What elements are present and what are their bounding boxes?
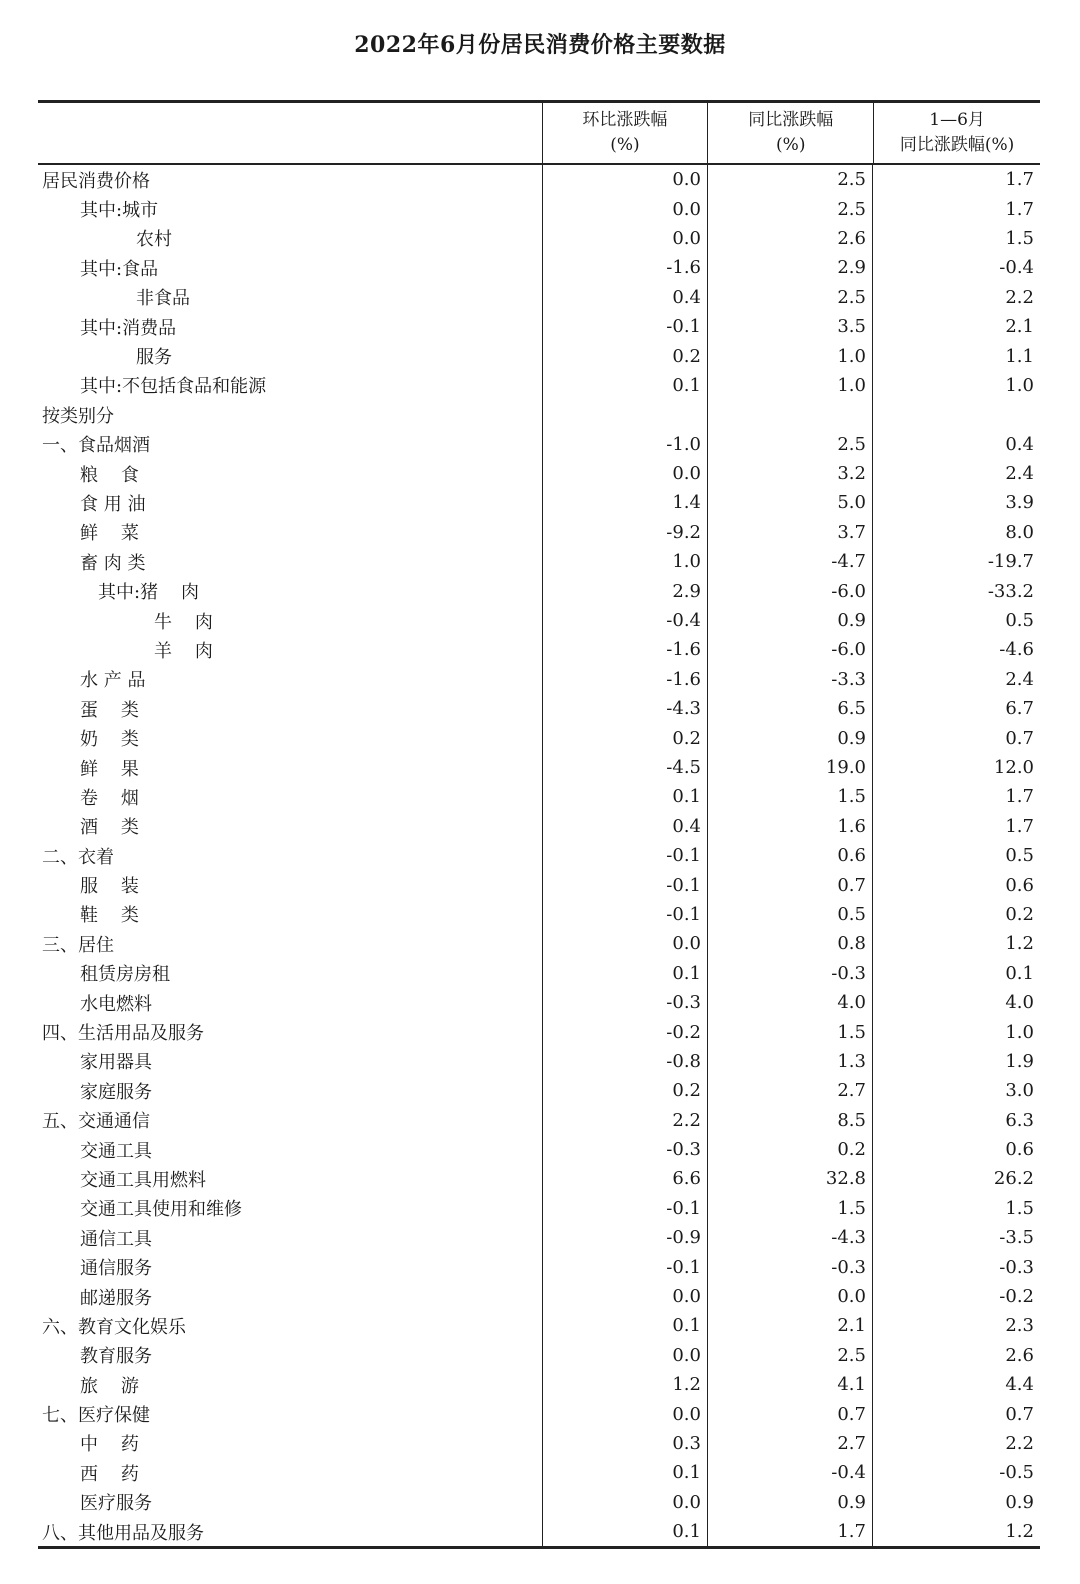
table-body — [38, 165, 1040, 1546]
row-ytd-value: -0.2 — [872, 1282, 1038, 1311]
row-yoy-value: -0.3 — [707, 959, 872, 988]
row-yoy-value: -4.3 — [707, 1223, 872, 1252]
row-yoy-value: 0.6 — [707, 841, 872, 870]
row-yoy-value: 1.0 — [707, 341, 872, 370]
row-label: 家用器具 — [80, 1052, 152, 1074]
row-yoy-value: 0.2 — [707, 1135, 872, 1164]
row-mom-value: -0.9 — [542, 1223, 707, 1252]
row-ytd-value: 1.1 — [872, 341, 1038, 370]
row-mom-value: 0.0 — [542, 165, 707, 194]
table-row — [38, 665, 1040, 694]
row-label: 交通工具 — [80, 1140, 152, 1162]
row-label: 牛 肉 — [154, 611, 213, 633]
row-label: 家庭服务 — [80, 1081, 152, 1103]
row-label: 通信工具 — [80, 1228, 152, 1250]
table-row — [38, 959, 1040, 988]
row-label: 旅 游 — [80, 1375, 139, 1397]
row-label: 蛋 类 — [80, 699, 139, 721]
row-label: 通信服务 — [80, 1258, 152, 1280]
row-yoy-value: 3.5 — [707, 312, 872, 341]
table-row — [38, 1076, 1040, 1105]
table-row — [38, 1106, 1040, 1135]
table-row — [38, 547, 1040, 576]
row-label: 交通工具用燃料 — [80, 1169, 206, 1191]
table-row — [38, 1341, 1040, 1370]
row-label: 服 装 — [80, 876, 139, 898]
row-label: 其中:消费品 — [80, 317, 177, 339]
table-row — [38, 1047, 1040, 1076]
row-label: 居民消费价格 — [42, 170, 150, 192]
table-row — [38, 782, 1040, 811]
row-mom-value: 0.1 — [542, 1311, 707, 1340]
table-row — [38, 900, 1040, 929]
row-yoy-value: 0.8 — [707, 929, 872, 958]
table-row — [38, 165, 1040, 194]
row-yoy-value: -6.0 — [707, 635, 872, 664]
row-yoy-value: 0.0 — [707, 1282, 872, 1311]
row-yoy-value: 1.6 — [707, 812, 872, 841]
row-yoy-value: 32.8 — [707, 1164, 872, 1193]
row-label: 其中:城市 — [80, 200, 159, 222]
row-yoy-value: 8.5 — [707, 1106, 872, 1135]
row-label: 卷 烟 — [80, 787, 139, 809]
row-mom-value: 0.0 — [542, 459, 707, 488]
table-row — [38, 341, 1040, 370]
row-ytd-value — [872, 400, 1038, 429]
table-row — [38, 1399, 1040, 1428]
row-ytd-value: 6.7 — [872, 694, 1038, 723]
row-label: 教育服务 — [80, 1346, 152, 1368]
table-row — [38, 224, 1040, 253]
row-yoy-value: 3.2 — [707, 459, 872, 488]
row-label: 鲜 果 — [80, 758, 139, 780]
table-row — [38, 1370, 1040, 1399]
row-label: 水电燃料 — [80, 993, 152, 1015]
row-mom-value: -1.6 — [542, 635, 707, 664]
row-label: 按类别分 — [42, 405, 114, 427]
row-yoy-value: -3.3 — [707, 665, 872, 694]
row-mom-value: 0.0 — [542, 224, 707, 253]
row-ytd-value: 0.6 — [872, 1135, 1038, 1164]
row-yoy-value: 6.5 — [707, 694, 872, 723]
row-mom-value — [542, 400, 707, 429]
row-mom-value: 0.0 — [542, 194, 707, 223]
row-ytd-value: 26.2 — [872, 1164, 1038, 1193]
row-label: 酒 类 — [80, 817, 139, 839]
row-mom-value: 0.2 — [542, 341, 707, 370]
row-yoy-value: -6.0 — [707, 576, 872, 605]
row-label: 四、生活用品及服务 — [42, 1023, 204, 1045]
row-yoy-value: 2.1 — [707, 1311, 872, 1340]
row-ytd-value: 3.9 — [872, 488, 1038, 517]
row-yoy-value: 3.7 — [707, 518, 872, 547]
row-ytd-value: 4.4 — [872, 1370, 1038, 1399]
table-row — [38, 1282, 1040, 1311]
row-yoy-value: 0.9 — [707, 1488, 872, 1517]
row-label: 奶 类 — [80, 729, 139, 751]
table-row — [38, 312, 1040, 341]
row-ytd-value: 0.5 — [872, 841, 1038, 870]
header-mom-unit: (%) — [610, 135, 640, 155]
header-yoy — [707, 103, 873, 163]
row-label: 粮 食 — [80, 464, 139, 486]
row-ytd-value: -0.3 — [872, 1252, 1038, 1281]
row-ytd-value: 0.2 — [872, 900, 1038, 929]
row-yoy-value: 0.9 — [707, 723, 872, 752]
row-yoy-value: 5.0 — [707, 488, 872, 517]
table-row — [38, 1458, 1040, 1487]
table-row — [38, 988, 1040, 1017]
row-ytd-value: 1.5 — [872, 224, 1038, 253]
table-row — [38, 635, 1040, 664]
row-label: 鞋 类 — [80, 905, 139, 927]
row-yoy-value: 1.7 — [707, 1517, 872, 1546]
table-row — [38, 283, 1040, 312]
row-mom-value: -0.3 — [542, 1135, 707, 1164]
row-ytd-value: 1.0 — [872, 371, 1038, 400]
row-ytd-value: -4.6 — [872, 635, 1038, 664]
row-ytd-value: 1.5 — [872, 1194, 1038, 1223]
row-mom-value: 0.0 — [542, 1488, 707, 1517]
row-ytd-value: 2.1 — [872, 312, 1038, 341]
header-ytd-label: 同比涨跌幅(%) — [899, 135, 1015, 155]
table-row — [38, 1429, 1040, 1458]
row-mom-value: 6.6 — [542, 1164, 707, 1193]
row-label: 其中:不包括食品和能源 — [80, 376, 267, 398]
table-row — [38, 430, 1040, 459]
row-label: 农村 — [136, 229, 172, 251]
row-mom-value: 0.0 — [542, 1341, 707, 1370]
header-category — [38, 103, 542, 163]
row-mom-value: -0.3 — [542, 988, 707, 1017]
row-yoy-value: 1.5 — [707, 1194, 872, 1223]
row-mom-value: -0.4 — [542, 606, 707, 635]
table-row — [38, 371, 1040, 400]
row-mom-value: -0.8 — [542, 1047, 707, 1076]
table-row — [38, 929, 1040, 958]
row-ytd-value: -33.2 — [872, 576, 1038, 605]
table-row — [38, 459, 1040, 488]
table-row — [38, 400, 1040, 429]
row-yoy-value: 1.5 — [707, 1017, 872, 1046]
header-mom — [542, 103, 708, 163]
header-ytd — [873, 103, 1040, 163]
row-mom-value: 2.9 — [542, 576, 707, 605]
row-yoy-value: 0.7 — [707, 870, 872, 899]
row-ytd-value: -19.7 — [872, 547, 1038, 576]
row-yoy-value: 2.5 — [707, 430, 872, 459]
header-mom-label: 环比涨跌幅 — [582, 110, 668, 130]
table-row — [38, 488, 1040, 517]
row-ytd-value: 2.2 — [872, 1429, 1038, 1458]
table-row — [38, 694, 1040, 723]
table-row — [38, 1223, 1040, 1252]
header-ytd-period: 1—6月 — [929, 110, 985, 130]
row-ytd-value: 0.5 — [872, 606, 1038, 635]
row-label: 水 产 品 — [80, 670, 146, 692]
row-label: 食 用 油 — [80, 493, 146, 515]
row-yoy-value: 4.1 — [707, 1370, 872, 1399]
row-ytd-value: 6.3 — [872, 1106, 1038, 1135]
row-yoy-value: 0.7 — [707, 1399, 872, 1428]
row-mom-value: -1.6 — [542, 665, 707, 694]
table-row — [38, 1517, 1040, 1546]
row-mom-value: -0.1 — [542, 870, 707, 899]
row-mom-value: -0.1 — [542, 1194, 707, 1223]
table-row — [38, 253, 1040, 282]
row-mom-value: -9.2 — [542, 518, 707, 547]
row-yoy-value: 1.5 — [707, 782, 872, 811]
row-label: 三、居住 — [42, 934, 114, 956]
row-yoy-value: 2.7 — [707, 1076, 872, 1105]
table-row — [38, 576, 1040, 605]
table-row — [38, 194, 1040, 223]
row-mom-value: 2.2 — [542, 1106, 707, 1135]
row-ytd-value: 1.7 — [872, 194, 1038, 223]
row-yoy-value: 2.5 — [707, 165, 872, 194]
row-mom-value: 1.2 — [542, 1370, 707, 1399]
row-ytd-value: 8.0 — [872, 518, 1038, 547]
row-ytd-value: 0.9 — [872, 1488, 1038, 1517]
table-row — [38, 1311, 1040, 1340]
row-ytd-value: 1.7 — [872, 812, 1038, 841]
row-ytd-value: 2.6 — [872, 1341, 1038, 1370]
row-ytd-value: 1.7 — [872, 165, 1038, 194]
row-ytd-value: 1.2 — [872, 929, 1038, 958]
table-row — [38, 606, 1040, 635]
table-row — [38, 1017, 1040, 1046]
row-ytd-value: 0.7 — [872, 1399, 1038, 1428]
row-ytd-value: 1.0 — [872, 1017, 1038, 1046]
page-title: 2022年6月份居民消费价格主要数据 — [354, 32, 726, 58]
row-label: 其中:食品 — [80, 258, 159, 280]
row-mom-value: 0.3 — [542, 1429, 707, 1458]
table-row — [38, 1194, 1040, 1223]
table-row — [38, 1252, 1040, 1281]
table-row — [38, 1164, 1040, 1193]
row-mom-value: -1.0 — [542, 430, 707, 459]
row-ytd-value: 1.2 — [872, 1517, 1038, 1546]
row-ytd-value: -0.4 — [872, 253, 1038, 282]
row-ytd-value: -0.5 — [872, 1458, 1038, 1487]
table-row — [38, 1488, 1040, 1517]
row-mom-value: 0.1 — [542, 782, 707, 811]
row-label: 一、食品烟酒 — [42, 435, 150, 457]
row-mom-value: -0.1 — [542, 900, 707, 929]
row-mom-value: -0.2 — [542, 1017, 707, 1046]
row-yoy-value: 2.5 — [707, 1341, 872, 1370]
row-label: 二、衣着 — [42, 846, 114, 868]
row-mom-value: -0.1 — [542, 1252, 707, 1281]
row-ytd-value: 0.6 — [872, 870, 1038, 899]
row-label: 服务 — [136, 347, 172, 369]
row-yoy-value: 0.5 — [707, 900, 872, 929]
table-row — [38, 1135, 1040, 1164]
row-mom-value: -1.6 — [542, 253, 707, 282]
row-label: 其中:猪 肉 — [98, 582, 199, 604]
row-yoy-value: -0.4 — [707, 1458, 872, 1487]
row-mom-value: -0.1 — [542, 841, 707, 870]
table-header — [38, 103, 1040, 165]
row-mom-value: -4.3 — [542, 694, 707, 723]
row-ytd-value: 1.9 — [872, 1047, 1038, 1076]
row-ytd-value: 0.7 — [872, 723, 1038, 752]
row-ytd-value: 1.7 — [872, 782, 1038, 811]
row-label: 交通工具使用和维修 — [80, 1199, 242, 1221]
row-mom-value: 0.0 — [542, 929, 707, 958]
row-ytd-value: 0.4 — [872, 430, 1038, 459]
row-yoy-value: 19.0 — [707, 753, 872, 782]
row-ytd-value: 2.3 — [872, 1311, 1038, 1340]
row-label: 西 药 — [80, 1463, 139, 1485]
row-ytd-value: 2.4 — [872, 665, 1038, 694]
table-row — [38, 870, 1040, 899]
row-label: 八、其他用品及服务 — [42, 1522, 204, 1544]
row-mom-value: 0.1 — [542, 1517, 707, 1546]
row-mom-value: -0.1 — [542, 312, 707, 341]
row-ytd-value: 12.0 — [872, 753, 1038, 782]
row-mom-value: 0.1 — [542, 1458, 707, 1487]
row-mom-value: 0.1 — [542, 371, 707, 400]
row-yoy-value: 0.9 — [707, 606, 872, 635]
table-row — [38, 518, 1040, 547]
row-label: 五、交通通信 — [42, 1111, 150, 1133]
row-ytd-value: 0.1 — [872, 959, 1038, 988]
row-ytd-value: 2.4 — [872, 459, 1038, 488]
row-ytd-value: 2.2 — [872, 283, 1038, 312]
row-label: 邮递服务 — [80, 1287, 152, 1309]
row-mom-value: 1.4 — [542, 488, 707, 517]
row-yoy-value: 2.6 — [707, 224, 872, 253]
row-mom-value: 0.0 — [542, 1399, 707, 1428]
header-yoy-unit: (%) — [776, 135, 806, 155]
row-mom-value: 0.2 — [542, 1076, 707, 1105]
row-label: 七、医疗保健 — [42, 1405, 150, 1427]
row-ytd-value: 3.0 — [872, 1076, 1038, 1105]
table-row — [38, 753, 1040, 782]
row-yoy-value: 4.0 — [707, 988, 872, 1017]
row-label: 非食品 — [136, 288, 190, 310]
row-mom-value: 0.2 — [542, 723, 707, 752]
row-label: 中 药 — [80, 1434, 139, 1456]
table-row — [38, 812, 1040, 841]
row-label: 鲜 菜 — [80, 523, 139, 545]
row-mom-value: 0.4 — [542, 283, 707, 312]
row-ytd-value: 4.0 — [872, 988, 1038, 1017]
row-yoy-value: 2.5 — [707, 283, 872, 312]
table-row — [38, 841, 1040, 870]
row-yoy-value: -0.3 — [707, 1252, 872, 1281]
row-yoy-value: 2.5 — [707, 194, 872, 223]
row-label: 羊 肉 — [154, 640, 213, 662]
row-ytd-value: -3.5 — [872, 1223, 1038, 1252]
row-label: 六、教育文化娱乐 — [42, 1316, 186, 1338]
row-mom-value: 0.1 — [542, 959, 707, 988]
row-yoy-value: 1.0 — [707, 371, 872, 400]
row-mom-value: -4.5 — [542, 753, 707, 782]
row-yoy-value: 2.7 — [707, 1429, 872, 1458]
row-yoy-value: -4.7 — [707, 547, 872, 576]
table-row — [38, 723, 1040, 752]
cpi-table — [38, 100, 1040, 1549]
row-yoy-value: 1.3 — [707, 1047, 872, 1076]
header-yoy-label: 同比涨跌幅 — [748, 110, 834, 130]
row-label: 畜 肉 类 — [80, 552, 146, 574]
row-yoy-value — [707, 400, 872, 429]
row-label: 租赁房房租 — [80, 964, 170, 986]
row-mom-value: 0.4 — [542, 812, 707, 841]
row-mom-value: 0.0 — [542, 1282, 707, 1311]
row-mom-value: 1.0 — [542, 547, 707, 576]
row-label: 医疗服务 — [80, 1493, 152, 1515]
row-yoy-value: 2.9 — [707, 253, 872, 282]
